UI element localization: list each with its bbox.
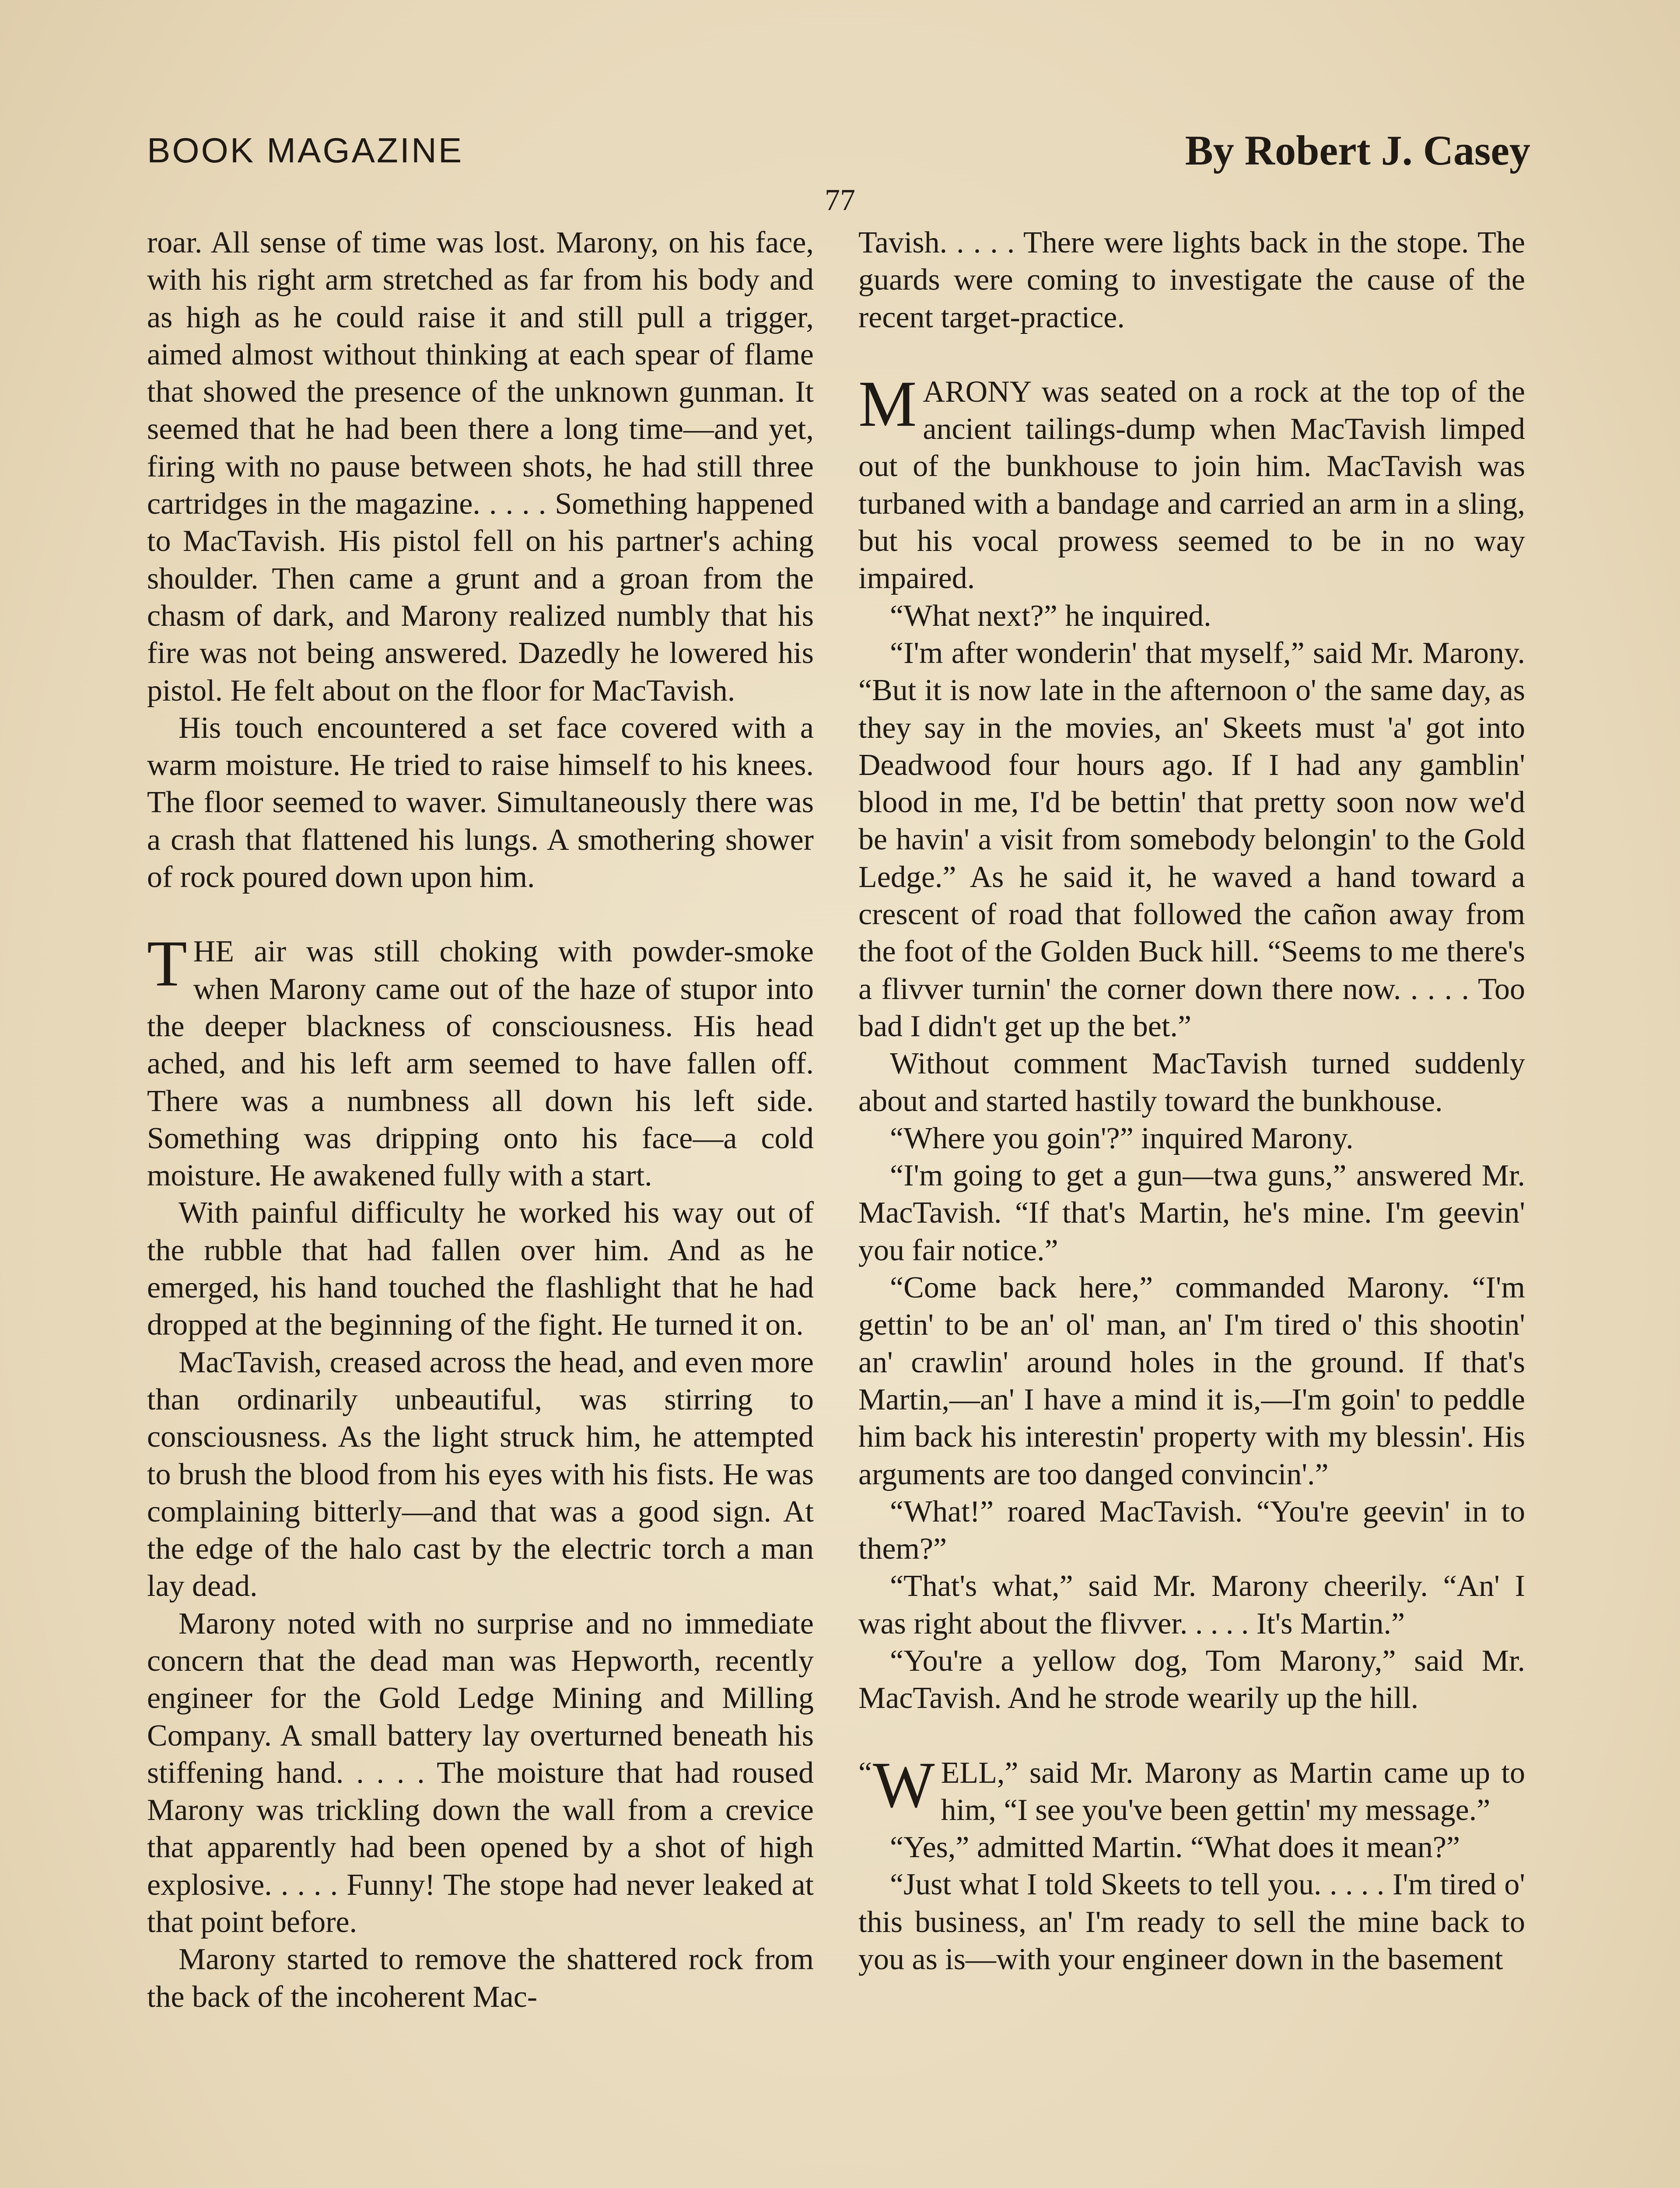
paragraph: “Yes,” admitted Martin. “What does it mean?” [890,1830,1460,1865]
paragraph: “Just what I told Skeets to tell you. . . . . I'm tired o' this business, an' I'm ready to sell the mine back to you as is—with your engineer down in the basement [858,1868,1525,1977]
author-byline: By Robert J. Casey [1185,127,1530,174]
left-column [147,224,814,2016]
paragraph: “I'm going to get a gun—twa guns,” answered Mr. MacTavish. “If that's Martin, he's mine. I'm geevin' you fair notice.” [858,1159,1525,1267]
paragraph: roar. All sense of time was lost. Marony, on his face, with his right arm stretched as far from his body and as high as he could raise it and still pull a trigger, aimed almost without thinking at each spear of flame that showed the presence of the unknown gunman. It seemed that he had been there a long time—and yet, firing with no pause between shots, he had still three cartridges in the magazine. . . . . Something happened to MacTavish. His pistol fell on his partner's aching shoulder. Then came a grunt and a groan from the chasm of dark, and Marony realized numbly that his fire was not being answered. Dazedly he lowered his pistol. He felt about on the floor for MacTavish. [147,226,814,708]
drop-cap: M [858,367,917,440]
paragraph: MacTavish, creased across the head, and even more than ordinarily unbeautiful, was stirring to consciousness. As the light struck him, he attempted to brush the blood from his eyes with his fists. He was complaining bitterly—and that was a good sign. At the edge of the halo cast by the electric torch a man lay dead. [147,1345,814,1603]
paragraph: “You're a yellow dog, Tom Marony,” said Mr. MacTavish. And he strode wearily up the hill. [858,1644,1525,1715]
section-paragraph [147,927,814,1194]
paragraph: Marony started to remove the shattered rock from the back of the incoherent Mac- [147,1943,814,2014]
paragraph: “I'm after wonderin' that myself,” said Mr. Marony. “But it is now late in the afternoon o' the same day, as they say in the movies, an' Skeets must 'a' got into Deadwood four hours ago. If I had any gamblin' blood in me, I'd be bettin' that pretty soon now we'd be havin' a visit from somebody belongin' to the Gold Ledge.” As he said it, he waved a hand toward a crescent of road that followed the cañon away from the foot of the Golden Buck hill. “Seems to me there's a flivver turnin' the corner down there now. . . . . Too bad I didn't get up the bet.” [858,636,1525,1043]
paragraph: “That's what,” said Mr. Marony cheerily. “An' I was right about the flivver. . . . . It's Martin.” [858,1569,1525,1641]
paragraph: “Where you goin'?” inquired Marony. [890,1121,1354,1155]
section-paragraph [858,1748,1525,1829]
drop-cap: T [147,927,187,1000]
paragraph: Without comment MacTavish turned suddenly about and started hastily toward the bunkhouse. [858,1047,1525,1118]
paragraph: With painful difficulty he worked his way out of the rubble that had fallen over him. And as he emerged, his hand touched the flashlight that he had dropped at the beginning of the fight. He turned it on. [147,1196,814,1342]
paragraph: “What!” roared MacTavish. “You're geevin' in to them?” [858,1494,1525,1566]
paragraph-text: ARONY was seated on a rock at the top of the ancient tailings-dump when MacTavish limped out of the bunkhouse to join him. MacTavish was turbaned with a bandage and carried an arm in a sling, but his vocal prowess seemed to be in no way impaired. [858,375,1525,596]
magazine-title: BOOK MAGAZINE [147,131,464,170]
drop-cap: W [873,1748,935,1821]
opening-quote: “ [858,1756,872,1790]
paragraph-text: ELL,” said Mr. Marony as Martin came up to him, “I see you've been gettin' my message.” [941,1756,1525,1827]
paragraph: Marony noted with no surprise and no immediate concern that the dead man was Hepworth, recently engineer for the Gold Ledge Mining and Milling Company. A small battery lay overturned beneath his stiffening hand. . . . . The moisture that had roused Marony was trickling down the wall from a crevice that apparently had been opened by a shot of high explosive. . . . . Funny! The stope had never leaked at that point before. [147,1606,814,1939]
paragraph-text: HE air was still choking with powder-smoke when Marony came out of the haze of stupor into the deeper blackness of consciousness. His head ached, and his left arm seemed to have fallen off. There was a numbness all down his left side. Something was dripping onto his face—a cold moisture. He awakened fully with a start. [147,935,814,1193]
paragraph: His touch encountered a set face covered with a warm moisture. He tried to raise himself to his knees. The floor seemed to waver. Simultaneously there was a crash that flattened his lungs. A smothering shower of rock poured down upon him. [147,711,814,894]
page-number: 77 [825,183,855,217]
paragraph: “What next?” he inquired. [890,599,1211,633]
paragraph: Tavish. . . . . There were lights back in the stope. The guards were coming to investigate the cause of the recent target-practice. [858,226,1525,334]
section-paragraph [858,367,1525,597]
paragraph: “Come back here,” commanded Marony. “I'm gettin' to be an' ol' man, an' I'm tired o' this shootin' an' crawlin' around holes in the ground. If that's Martin,—an' I have a mind it is,—I'm goin' to peddle him back his interestin' property with my blessin'. His arguments are too danged convincin'.” [858,1271,1525,1491]
right-column [858,224,1525,1978]
